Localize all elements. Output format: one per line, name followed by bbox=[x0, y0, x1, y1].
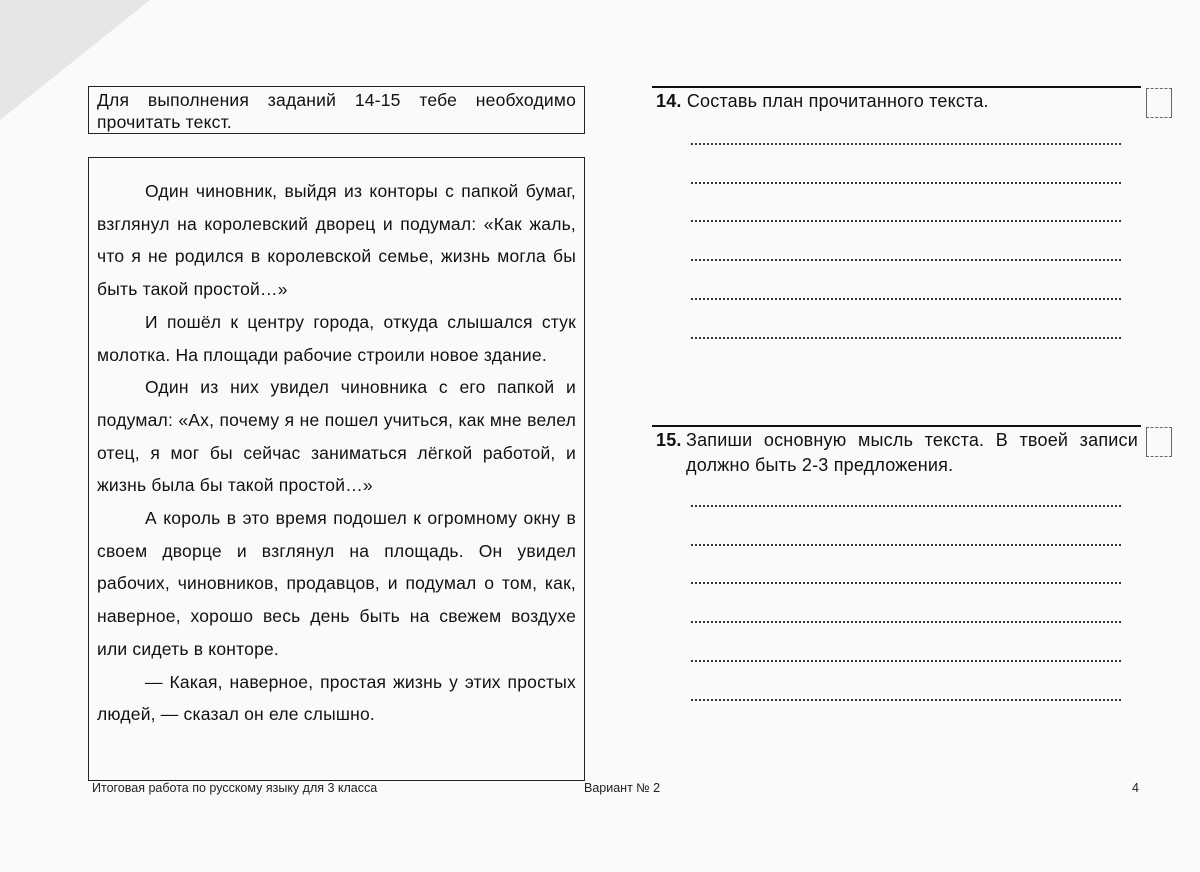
footer-page-number: 4 bbox=[1132, 781, 1139, 795]
reading-text-box bbox=[88, 157, 585, 781]
task-14-top-rule bbox=[652, 86, 1141, 88]
task-14-score-box bbox=[1146, 88, 1172, 118]
story-paragraph-1: Один чиновник, выйдя из конторы с папкой бумаг, взглянул на королевский дворец и подумал: «Как жаль, что я не родился в королевской семье, жизнь могла бы быть такой простой…» bbox=[97, 181, 576, 300]
answer-line-14-4[interactable] bbox=[691, 259, 1121, 261]
answer-line-15-4[interactable] bbox=[691, 621, 1121, 623]
answer-line-15-2[interactable] bbox=[691, 544, 1121, 546]
story-paragraph-4: А король в это время подошел к огромному окну в своем дворце и взглянул на площадь. Он увидел рабочих, чиновников, продавцов, и подумал о том, как, наверное, хорошо весь день быть на свежем воздухе или сидеть в конторе. bbox=[97, 508, 576, 659]
task-15-text: Запиши основную мысль текста. В твоей записи должно быть 2-3 предложения. bbox=[686, 430, 1138, 475]
task-14-number: 14. bbox=[656, 91, 682, 111]
task-15-number: 15. bbox=[656, 430, 682, 450]
task-14-text: Составь план прочитанного текста. bbox=[686, 91, 989, 111]
task-15-heading bbox=[656, 428, 1138, 478]
answer-line-14-2[interactable] bbox=[691, 182, 1121, 184]
task-15-score-box bbox=[1146, 427, 1172, 457]
footer-variant: Вариант № 2 bbox=[584, 781, 661, 795]
answer-line-15-1[interactable] bbox=[691, 505, 1121, 507]
answer-line-14-3[interactable] bbox=[691, 220, 1121, 222]
instruction-text: Для выполнения заданий 14-15 тебе необходимо прочитать текст. bbox=[97, 90, 576, 132]
answer-line-15-5[interactable] bbox=[691, 660, 1121, 662]
story-paragraph-5: — Какая, наверное, простая жизнь у этих простых людей, — сказал он еле слышно. bbox=[97, 671, 576, 725]
answer-line-14-1[interactable] bbox=[691, 143, 1121, 145]
answer-line-14-5[interactable] bbox=[691, 298, 1121, 300]
task-15-top-rule bbox=[652, 425, 1141, 427]
story-paragraph-2: И пошёл к центру города, откуда слышался стук молотка. На площади рабочие строили новое здание. bbox=[97, 311, 576, 365]
story-paragraph-3: Один из них увидел чиновника с его папкой и подумал: «Ах, почему я не пошел учиться, как мне велел отец, я мог бы сейчас заниматься лёгкой работой, и жизнь была бы такой простой…» bbox=[97, 377, 576, 496]
task-14-heading bbox=[656, 89, 1136, 114]
answer-line-15-3[interactable] bbox=[691, 582, 1121, 584]
footer-subject: Итоговая работа по русскому языку для 3 класса bbox=[92, 781, 378, 795]
answer-line-15-6[interactable] bbox=[691, 699, 1121, 701]
answer-line-14-6[interactable] bbox=[691, 337, 1121, 339]
instruction-box bbox=[88, 86, 585, 134]
